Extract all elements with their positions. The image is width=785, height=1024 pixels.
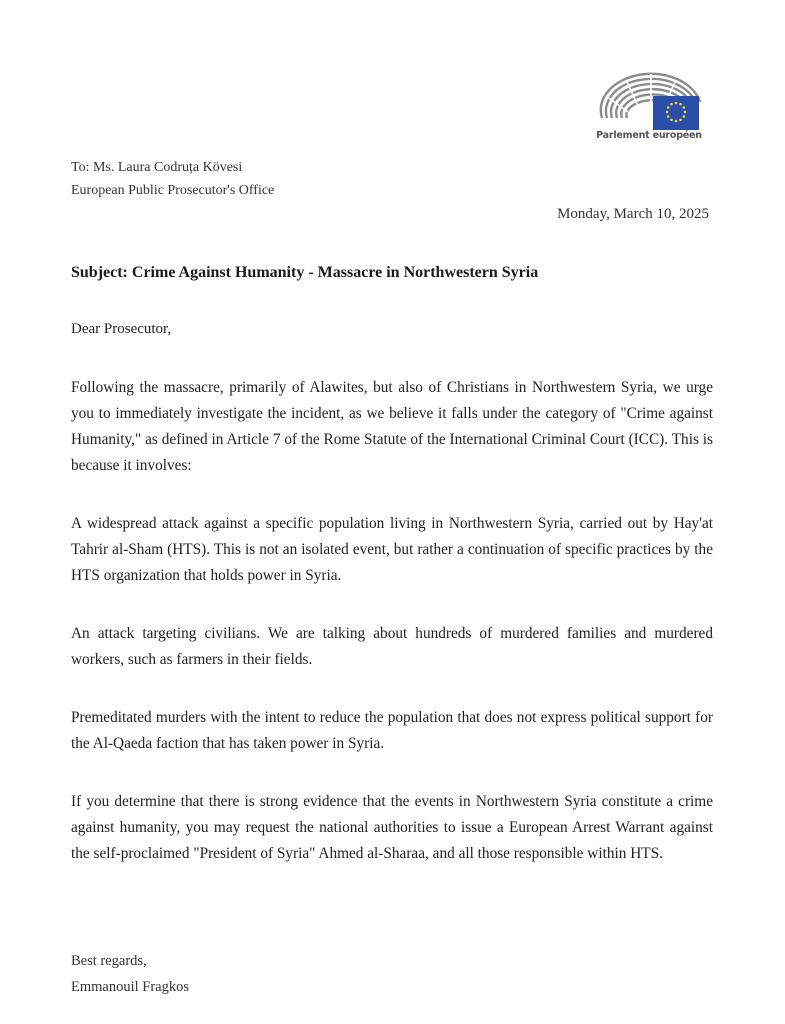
body-paragraph-request: If you determine that there is strong evidence that the events in Northwestern Syria constitute a crime against humanity, you may request the national authorities to issue a European Arrest Warrant against the self-proclaimed "President of Syria" Ahmed al-Sharaa, and all those responsible within HTS. <box>71 793 713 862</box>
signature-name: Emmanouil Fragkos <box>71 979 190 995</box>
valediction: Best regards, <box>71 953 147 969</box>
letterhead-caption: Parlement européen <box>596 130 702 141</box>
body-paragraph-intro: Following the massacre, primarily of Alawites, but also of Christians in Northwestern Syria, we urge you to immediately investigate the incident, as we believe it falls under the category of "Crime against Humanity," as defined in Article 7 of the Rome Statute of the International Criminal Court (ICC). This is because it involves: <box>71 379 713 474</box>
recipient-office: European Public Prosecutor's Office <box>71 183 275 198</box>
closing-block <box>71 948 189 1000</box>
european-parliament-hemicycle-eu-flag-icon <box>596 72 706 134</box>
body-paragraph-premeditated: Premeditated murders with the intent to reduce the population that does not express political support for the Al-Qaeda faction that has taken power in Syria. <box>71 709 713 752</box>
salutation: Dear Prosecutor, <box>71 321 172 337</box>
letter-body <box>71 375 713 899</box>
body-paragraph-civilians: An attack targeting civilians. We are talking about hundreds of murdered families and murdered workers, such as farmers in their fields. <box>71 625 713 668</box>
body-paragraph-widespread-attack: A widespread attack against a specific population living in Northwestern Syria, carried out by Hay'at Tahrir al-Sham (HTS). This is not an isolated event, but rather a continuation of specific practices by the HTS organization that holds power in Syria. <box>71 515 713 584</box>
recipient-name: To: Ms. Laura Codruța Kövesi <box>71 160 243 175</box>
letter-date: Monday, March 10, 2025 <box>557 206 709 222</box>
subject-line: Subject: Crime Against Humanity - Massacre in Northwestern Syria <box>71 264 539 281</box>
recipient-block <box>71 156 274 202</box>
